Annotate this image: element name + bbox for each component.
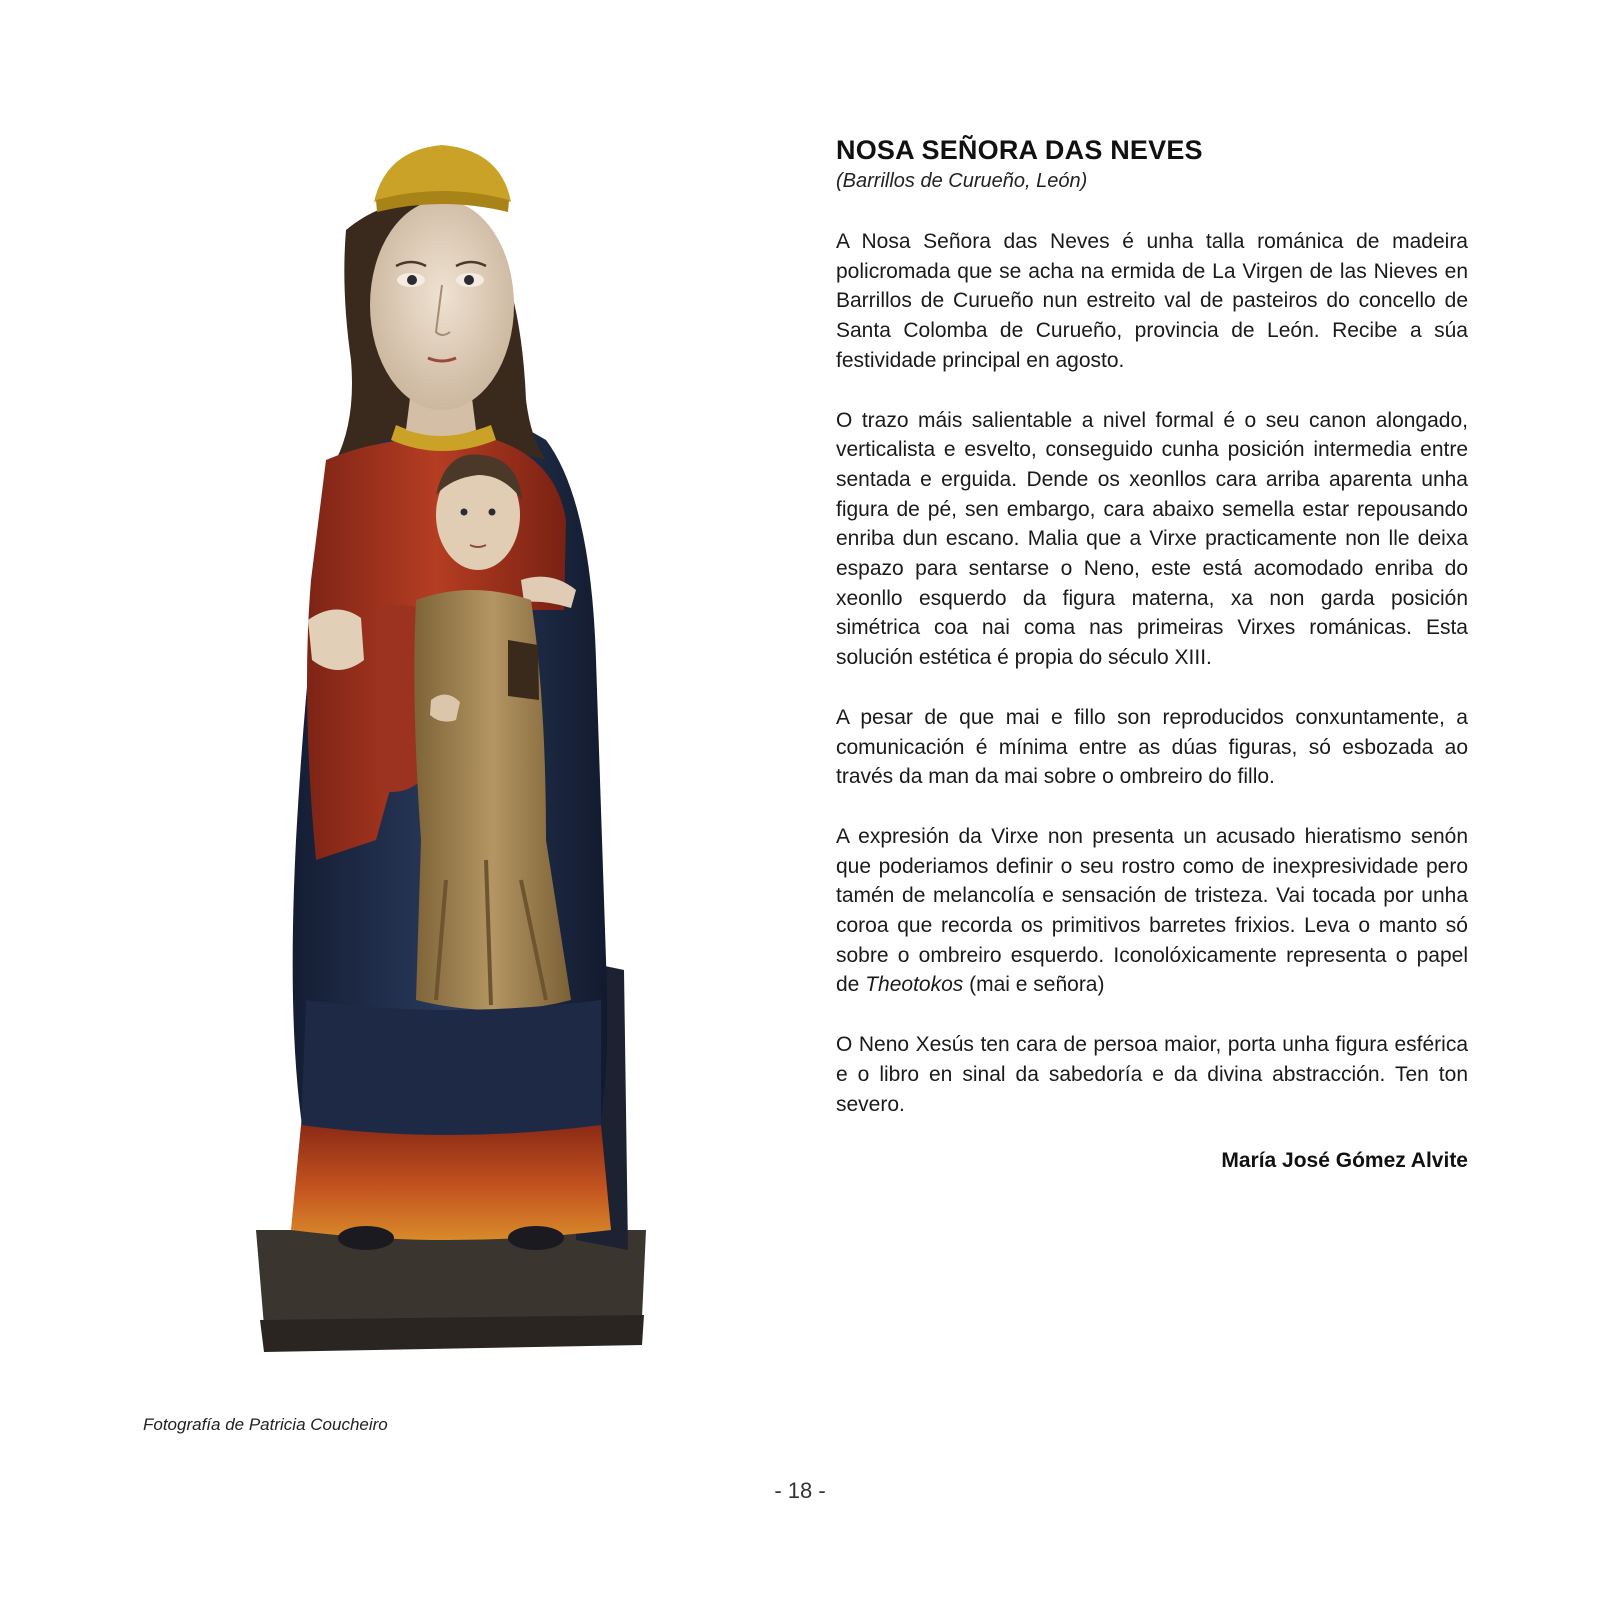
article <box>836 135 1468 1173</box>
virgin-face <box>370 200 514 410</box>
article-title: NOSA SEÑORA DAS NEVES <box>836 135 1203 165</box>
statue-photo <box>246 140 658 1380</box>
paragraph-4-before: A expresión da Virxe non presenta un acusado hieratismo senón que poderiamos definir o seu rostro como de inexpresividade pero tamén de melancolía e sensación de tristeza. Vai tocada por unha coroa que recorda os primitivos barretes frixios. Leva o manto só sobre o ombreiro esquerdo. Iconolóxicamente representa o papel de <box>836 824 1468 997</box>
paragraph-3: A pesar de que mai e fillo son reproducidos conxuntamente, a comunicación é mínima entre as dúas figuras, só esbozada ao través da man da mai sobre o ombreiro do fillo. <box>836 705 1468 789</box>
paragraph-4-after: (mai e señora) <box>963 973 1105 997</box>
paragraph-5: O Neno Xesús ten cara de persoa maior, porta unha figura esférica e o libro en sinal da sabedoría e da divina abstracción. Ten ton severo. <box>836 1033 1468 1116</box>
book <box>508 640 539 700</box>
photo-caption: Fotografía de Patricia Coucheiro <box>143 1415 388 1434</box>
paragraph-2: O trazo máis salientable a nivel formal é o seu canon alongado, verticalista e esvelto, conseguido cunha posición intermedia entre sentada e erguida. Dende os xeonllos cara arriba aparenta unha figura de pé, sen embargo, cara abaixo semella estar repousando enriba dun escano. Malia que a Virxe practicamente non lle deixa espazo para sentarse o Neno, este está acomodado enriba do xeonllo esquerdo da figura materna, xa non garda posición simétrica coa nai coma nas primeiras Virxes románicas. Esta solución estética é propia do século XIII. <box>836 408 1468 670</box>
page-number: - 18 - <box>774 1478 826 1503</box>
article-subtitle: (Barrillos de Curueño, León) <box>836 170 1088 192</box>
theotokos-emphasis: Theotokos <box>865 973 964 997</box>
virgin-hand <box>308 609 364 670</box>
lower-skirt <box>291 1125 611 1240</box>
virgin-and-child-statue-image <box>246 140 658 1380</box>
article-author: María José Gómez Alvite <box>1221 1149 1468 1173</box>
paragraph-4 <box>836 822 1468 1000</box>
paragraph-1: A Nosa Señora das Neves é unha talla románica de madeira policromada que se acha na ermida de La Virgen de las Nieves en Barrillos de Curueño nun estreito val de pasteiros do concello de Santa Colomba de Curueño, provincia de León. Recibe a súa festividade principal en agosto. <box>836 230 1468 372</box>
